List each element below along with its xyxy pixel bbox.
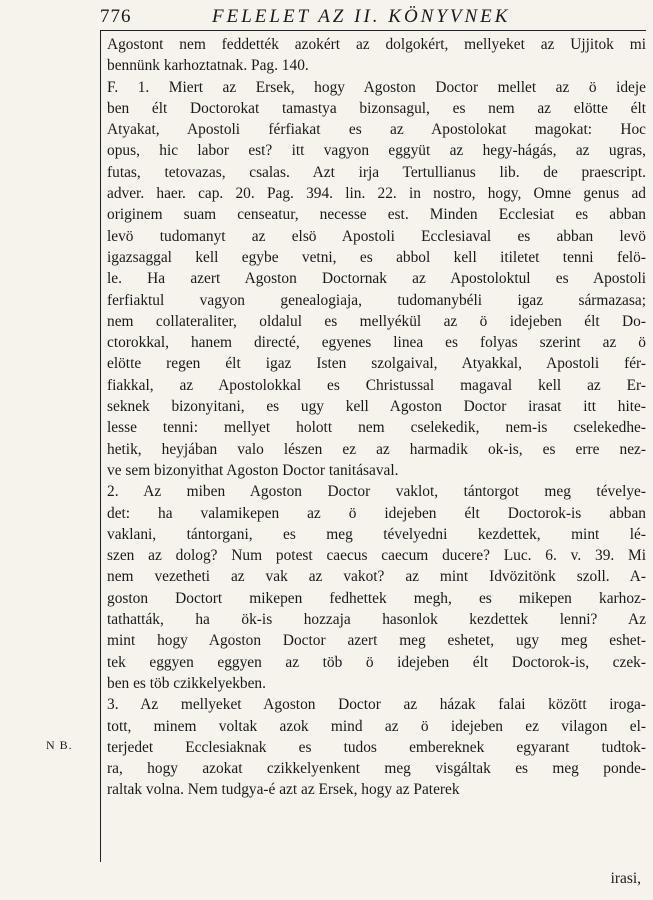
text-line: bennünk karhoztatnak. Pag. 140. (107, 57, 309, 75)
text-line: lesse tenni: mellyet holott nem cselekedik, nem-is cselekedhe- (107, 419, 646, 437)
text-line: raltak volna. Nem tudgya-é azt az Ersek, hogy az Paterek (107, 781, 460, 799)
margin-note: N B. (46, 738, 73, 752)
text-line: Atyakat, Apostoli férfiakat es az Apostolokat magokat: Hoc (107, 121, 646, 139)
text-line: ve sem bizonyithat Agoston Doctor tanitásaval. (107, 461, 399, 479)
page-number: 776 (100, 6, 132, 27)
text-line: tek eggyen eggyen az töb ö idejeben élt Doctorok-is, czek- (107, 653, 646, 671)
page-header (100, 6, 641, 30)
text-line: le. Ha azert Agoston Doctornak az Apostoloktul es Apostoli (107, 270, 646, 288)
text-line: futas, tetovazas, csalas. Azt irja Tertullianus lib. de praescript. (107, 163, 646, 181)
text-line: nem vezetheti az vak az vakot? az mint Idvözitönk szoll. A- (107, 568, 646, 586)
text-line: fiakkal, az Apostolokkal es Christussal magaval kell az Er- (107, 376, 646, 394)
text-line: F. 1. Miert az Ersek, hogy Agoston Doctor mellet az ö ideje (107, 78, 646, 96)
text-line: seknek bizonyitani, es ugy kell Agoston Doctor irasat itt hite- (107, 398, 646, 416)
text-line: tott, minem voltak azok mind az ö idejeben ez vilagon el- (107, 717, 646, 735)
catchword: irasi, (610, 870, 641, 887)
text-line: tathatták, ha ök-is hozzaja hasonlok kezdettek lenni? Az (107, 611, 646, 629)
text-line: hetik, heyjában valo lészen ez az harmadik ok-is, es erre nez- (107, 440, 646, 458)
text-line: elötte regen élt igaz Isten szolgaival, Atyakkal, Apostoli fér- (107, 355, 646, 373)
text-line: adver. haer. cap. 20. Pag. 394. lin. 22. in nostro, hogy, Omne genus ad (107, 185, 646, 203)
text-line: 2. Az miben Agoston Doctor vaklot, tántorgot meg tévelye- (107, 483, 646, 501)
text-line: ben élt Doctorokat tamastya bizonsagul, es nem az elötte élt (107, 99, 646, 117)
text-line: det: ha valamikepen az ö idejeben élt Doctorok-is abban (107, 504, 646, 522)
text-line: levö tudomanyt az elsö Apostoli Ecclesiaval es abban levö (107, 227, 646, 245)
text-block (100, 30, 646, 862)
text-line: szen az dolog? Num potest caecus caecum ducere? Luc. 6. v. 39. Mi (107, 547, 646, 565)
text-line: 3. Az mellyeket Agoston Doctor az házak falai között iroga- (107, 696, 646, 714)
text-line: opus, hic labor est? itt vagyon eggyüt az hegy-hágás, az ugras, (107, 142, 646, 160)
text-line: Agostont nem feddették azokért az dolgokért, mellyeket az Ujjitok mi (107, 36, 646, 53)
text-line: vaklani, tántorgani, es meg tévelyedni kezdettek, mint lé- (107, 525, 646, 543)
text-line: nem collateraliter, oldalul es mellyékül az ö idejeben élt Do- (107, 312, 646, 330)
text-line: ben es töb czikkelyekben. (107, 674, 266, 692)
text-line: ferfiaktul vagyon genealogiaja, tudomanybéli igaz sármazasa; (107, 291, 646, 309)
running-title: FELELET AZ II. KÖNYVNEK (212, 6, 511, 27)
text-line: ra, hogy azokat czikkelyenkent meg visgáltak es meg ponde- (107, 760, 646, 778)
text-line: igazsaggal kell egybe vetni, es abbol kell itiletet tenni felö- (107, 248, 646, 266)
text-line: mint hogy Agoston Doctor azert meg eshetet, ugy meg eshet- (107, 632, 646, 650)
text-line: goston Doctort mikepen fedhettek megh, es mikepen karhoz- (107, 589, 646, 607)
text-line: originem suam censeatur, necesse est. Minden Ecclesiat es abban (107, 206, 646, 224)
text-line: terjedet Ecclesiaknak es tudos embereknek egyarant tudtok- (107, 738, 646, 756)
text-line: ctorokkal, hanem directé, egyenes linea es folyas szerint az ö (107, 334, 646, 352)
